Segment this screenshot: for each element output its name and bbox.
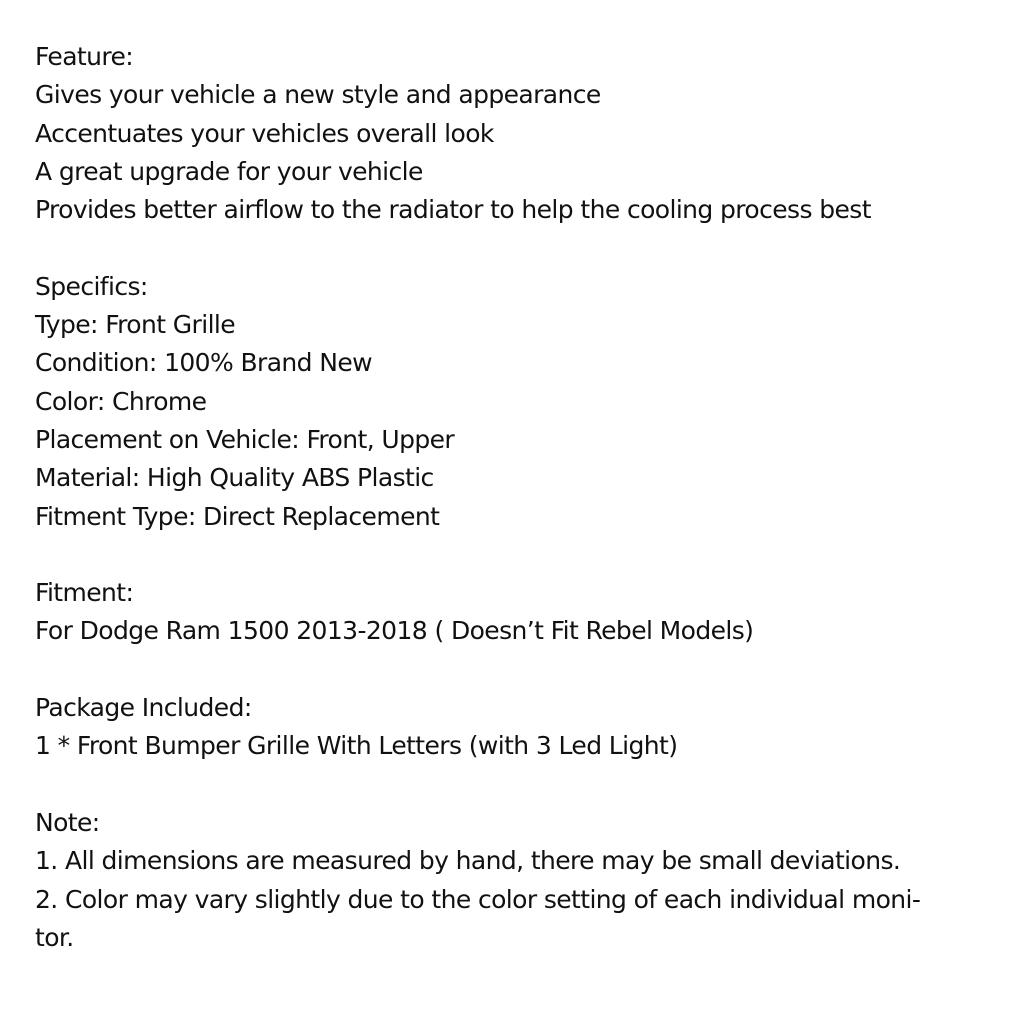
specifics-line: Condition: 100% Brand New <box>35 348 373 378</box>
package-section <box>35 689 1010 766</box>
specifics-line: Color: Chrome <box>35 386 207 416</box>
specifics-line: Placement on Vehicle: Front, Upper <box>35 424 455 454</box>
product-description <box>35 38 1010 957</box>
feature-line: Gives your vehicle a new style and appearance <box>35 80 601 110</box>
feature-heading: Feature: <box>35 42 134 71</box>
spacer <box>35 229 1010 267</box>
note-line: 1. All dimensions are measured by hand, there may be small deviations. <box>35 846 901 876</box>
note-line: 2. Color may vary slightly due to the color setting of each individual moni- <box>35 884 921 914</box>
fitment-section <box>35 574 1010 651</box>
fitment-heading: Fitment: <box>35 578 134 608</box>
spacer <box>35 536 1010 574</box>
package-heading: Package Included: <box>35 693 252 723</box>
note-section <box>35 804 1010 957</box>
feature-line: Provides better airflow to the radiator to help the cooling process best <box>35 195 871 225</box>
fitment-line: For Dodge Ram 1500 2013-2018 ( Doesn’t Fit Rebel Models) <box>35 616 754 646</box>
package-line: 1 * Front Bumper Grille With Letters (with 3 Led Light) <box>35 731 678 761</box>
feature-section <box>35 38 1010 229</box>
feature-line: A great upgrade for your vehicle <box>35 156 423 186</box>
specifics-heading: Specifics: <box>35 271 148 301</box>
spacer <box>35 766 1010 804</box>
note-heading: Note: <box>35 807 100 837</box>
spacer <box>35 651 1010 689</box>
specifics-section <box>35 268 1010 536</box>
specifics-line: Material: High Quality ABS Plastic <box>35 463 434 493</box>
note-line: tor. <box>35 922 74 952</box>
specifics-line: Fitment Type: Direct Replacement <box>35 501 440 531</box>
feature-line: Accentuates your vehicles overall look <box>35 118 494 148</box>
specifics-line: Type: Front Grille <box>35 310 236 340</box>
